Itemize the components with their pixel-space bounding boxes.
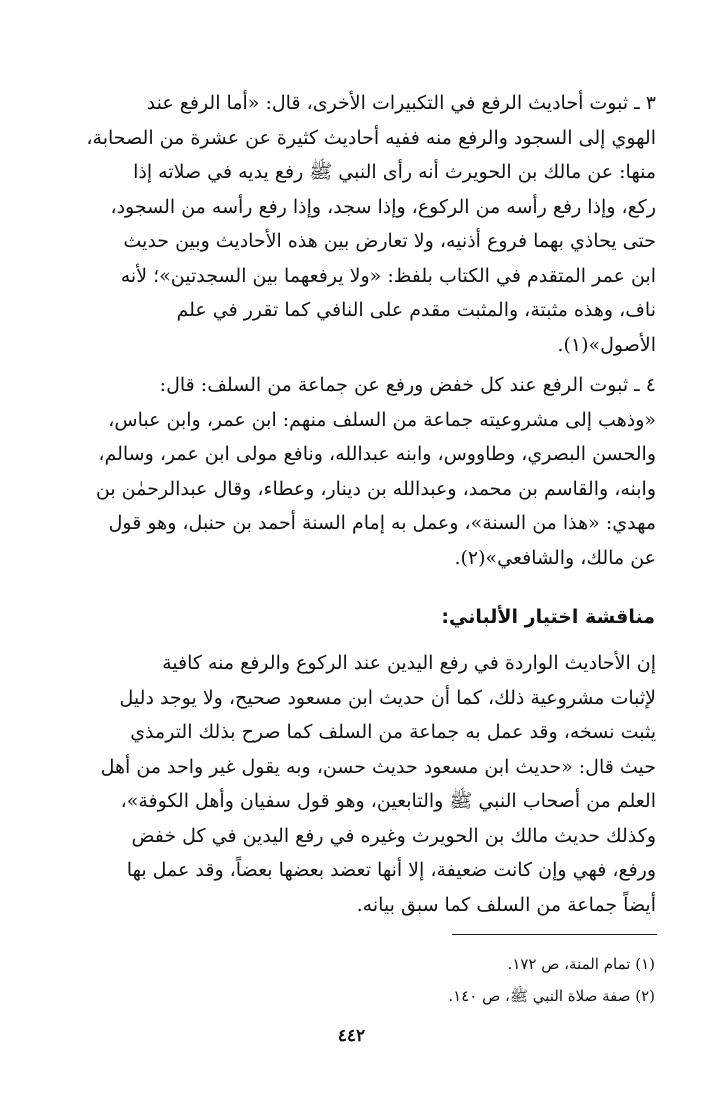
paragraph-line: والحسن البصري، وطاووس، وابنه عبدالله، ونافع مولى ابن عمر، وسالم، — [98, 443, 656, 465]
paragraph-line: العلم من أصحاب النبي ﷺ والتابعين، وهو قول سفيان وأهل الكوفة»، — [120, 790, 656, 812]
paragraph-4-raising-from-salaf — [78, 368, 656, 575]
footnote-2: (٢) صفة صلاة النبي ﷺ، ص ١٤٠. — [448, 987, 655, 1005]
paragraph-line: لإثبات مشروعية ذلك، كما أن حديث ابن مسعود صحيح، ولا يوجد دليل — [119, 686, 656, 709]
paragraph-line: ناف، وهذه مثبتة، والمثبت مقدم على النافي كما تقرر في علم — [176, 299, 656, 321]
paragraph-3-raising-in-other-takbirs — [78, 86, 656, 362]
section-heading: مناقشة اختيار الألباني: — [441, 606, 655, 628]
discussion-paragraph — [78, 646, 656, 922]
paragraph-line: مهدي: «هذا من السنة»، وعمل به إمام السنة أحمد بن حنبل، وهو قول — [108, 512, 656, 534]
footnotes — [295, 948, 655, 1012]
paragraph-line: وابنه، والقاسم بن محمد، وعبدالله بن دينار، وعطاء، وقال عبدالرحمٰن بن — [95, 477, 656, 500]
page-number: ٤٤٢ — [337, 1026, 366, 1046]
paragraph-line: أيضاً جماعة من السلف كما سبق بيانه. — [356, 893, 656, 916]
footnote-separator — [452, 934, 657, 935]
paragraph-line: ابن عمر المتقدم في الكتاب بلفظ: «ولا يرفعهما بين السجدتين»؛ لأنه — [120, 264, 656, 287]
paragraph-line: ٣ ـ ثبوت أحاديث الرفع في التكبيرات الأخرى، قال: «أما الرفع عند — [146, 92, 656, 114]
paragraph-line: ركع، وإذا رفع رأسه من الركوع، وإذا سجد، وإذا رفع رأسه من السجود، — [110, 195, 656, 218]
paragraph-line: منها: عن مالك بن الحويرث أنه رأى النبي ﷺ رفع يديه في صلاته إذا — [133, 161, 656, 183]
paragraph-line: يثبت نسخه، وقد عمل به جماعة من السلف كما صرح بذلك الترمذي — [130, 721, 656, 743]
paragraph-line: ٤ ـ ثبوت الرفع عند كل خفض ورفع عن جماعة من السلف: قال: — [159, 374, 656, 396]
paragraph-line: عن مالك، والشافعي»(٢). — [454, 546, 656, 569]
paragraph-line: إن الأحاديث الواردة في رفع اليدين عند الركوع والرفع منه كافية — [162, 652, 656, 674]
paragraph-line: حيث قال: «حديث ابن مسعود حديث حسن، وبه يقول غير واحد من أهل — [100, 755, 656, 778]
paragraph-line: ورفع، فهي وإن كانت ضعيفة، إلا أنها تعضد بعضها بعضاً، وقد عمل بها — [126, 859, 656, 881]
paragraph-line: حتى يحاذي بهما فروع أذنيه، ولا تعارض بين هذه الأحاديث وبين حديث — [123, 230, 656, 252]
paragraph-line: الهوي إلى السجود والرفع منه ففيه أحاديث كثيرة عن عشرة من الصحابة، — [86, 126, 656, 149]
paragraph-line: الأصول»(١). — [557, 333, 656, 356]
paragraph-line: «وذهب إلى مشروعيته جماعة من السلف منهم: ابن عمر، وابن عباس، — [108, 408, 656, 431]
footnote-1: (١) تمام المنة، ص ١٧٢. — [507, 955, 655, 973]
paragraph-line: وكذلك حديث مالك بن الحويرث وغيره في رفع اليدين في كل خفض — [131, 824, 656, 847]
